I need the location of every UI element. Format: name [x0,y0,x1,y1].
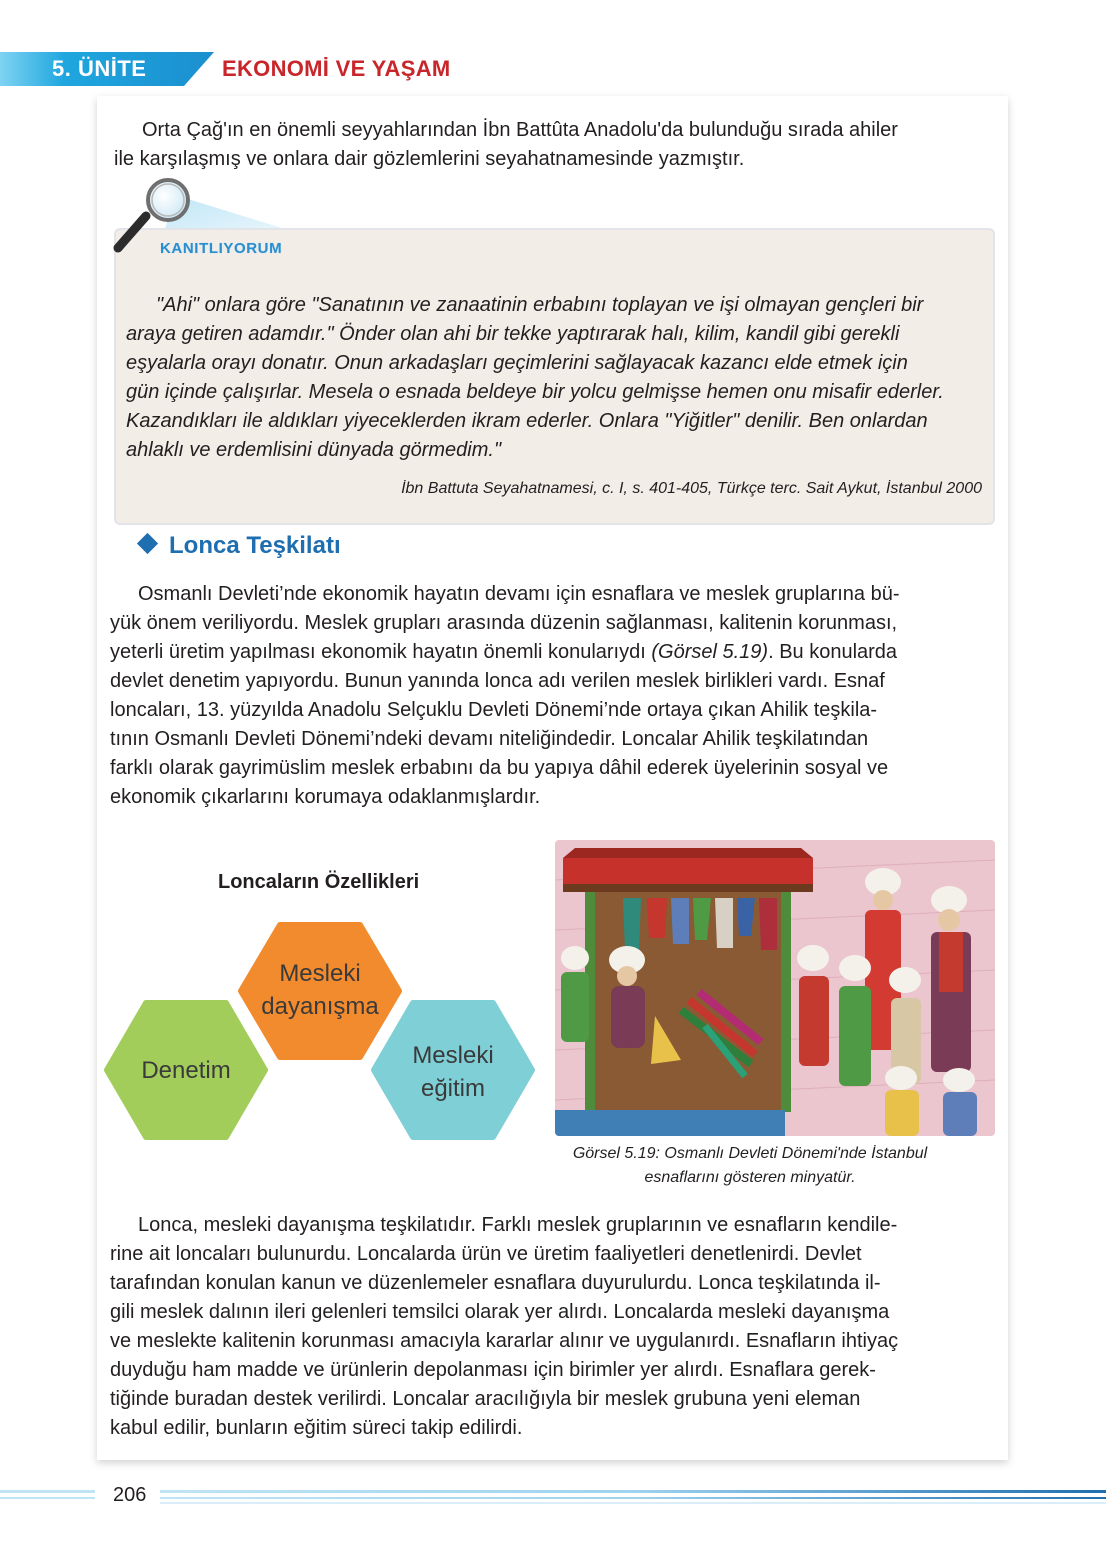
hexagon-label-word: eğitim [420,1075,486,1102]
intro-line: ile karşılaşmış ve onlara dair gözlemlerini seyahatnamesinde yazmıştır. [114,148,745,170]
paragraph-line: Osmanlı Devleti’nde ekonomik hayatın devamı için esnaflara ve meslek gruplarına bü- [138,583,900,605]
paragraph-text: yeterli üretim yapılması ekonomik hayatın önemli konularıydı [110,641,646,663]
features-title: Loncaların Özellikleri [218,871,420,893]
paragraph-line: tının Osmanlı Devleti Dönemi’ndeki devamı niteliğindedir. Loncalar Ahilik teşkilatından [110,728,869,750]
quote-line: araya getiren adamdır." Önder olan ahi bir tekke yaptırarak halı, kilim, kandil gibi gerekli [126,323,900,345]
paragraph-line: duyduğu ham madde ve ürünlerin depolanması için birimler yer alırdı. Esnaflara gerek- [110,1359,876,1381]
paragraph-line: tiğinde buradan destek verilirdi. Loncalar aracılığıyla bir meslek grubuna yeni eleman [110,1388,861,1410]
quote-line: eşyalarla orayı donatır. Onun arkadaşları geçimlerini sağlayacak kazancı elde etmek için [126,352,908,374]
caption-line: esnaflarını gösteren minyatür. [644,1169,856,1186]
lonca-paragraph [110,580,990,812]
quote-line: gün içinde çalışırlar. Mesela o esnada beldeye bir yolcu gelmişse hemen onu misafir ederler. [126,381,944,403]
paragraph-line: ve meslekte kalitenin korunması amacıyla kararlar alınır ve uygulanırdı. Esnafların ihtiyaç [110,1330,899,1352]
evidence-source: İbn Battuta Seyahatnamesi, c. I, s. 401-405, Türkçe terc. Sait Aykut, İstanbul 2000 [401,480,982,497]
intro-paragraph [114,116,994,174]
paragraph-line: devlet denetim yapıyordu. Bunun yanında lonca adı verilen meslek birlikleri vardı. Esnaf [110,670,885,692]
paragraph-line: Lonca, mesleki dayanışma teşkilatıdır. Farklı meslek gruplarının ve esnafların kendile- [138,1214,898,1236]
footer-rule [0,1488,1106,1508]
section-title: Lonca Teşkilatı [169,532,341,559]
paragraph-line: rine ait loncaları bulunurdu. Loncalarda ürün ve üretim faaliyetleri denetlenirdi. Devlet [110,1243,862,1265]
paragraph-line: farklı olarak gayrimüslim meslek erbabını da bu yapıya dâhil ederek üyelerinin sosyal ve [110,757,889,779]
intro-line: Orta Çağ'ın en önemli seyyahlarından İbn Battûta Anadolu'da bulunduğu sırada ahiler [142,119,898,141]
paragraph-line: yük önem veriliyordu. Meslek grupları arasında düzenin sağlanması, kalitenin korunması, [110,612,898,634]
unit-label: 5. ÜNİTE [52,56,147,81]
figure-caption [552,1142,948,1190]
paragraph-line [110,638,990,667]
hexagon-label-word: Mesleki [412,1042,494,1069]
quote-line: Kazandıkları ile aldıkları yiyeceklerden ikram ederler. Onlara "Yiğitler" denilir. Ben onlardan [126,410,928,432]
diamond-bullet-icon [137,533,158,554]
lonca-paragraph-2 [110,1211,990,1443]
paragraph-line: gili meslek dalının ileri gelenleri temsilci olarak yer alırdı. Loncalarda mesleki dayanışma [110,1301,890,1323]
paragraph-line: ekonomik çıkarlarını korumaya odaklanmışlardır. [110,786,541,808]
paragraph-line: tarafından konulan kanun ve düzenlemeler esnaflara duyurulurdu. Lonca teşkilatında il- [110,1272,881,1294]
caption-line: Görsel 5.19: Osmanlı Devleti Dönemi'nde İstanbul [572,1145,928,1162]
miniature-illustration [555,840,995,1136]
hexagon-label [378,1039,528,1105]
quote-line: ahlaklı ve erdemlisini dünyada görmedim." [126,439,502,461]
hexagon-label-word: dayanışma [261,993,379,1020]
paragraph-line: loncaları, 13. yüzyılda Anadolu Selçuklu Devleti Dönemi’nde ortaya çıkan Ahilik teşkila- [110,699,878,721]
unit-title: EKONOMİ VE YAŞAM [222,56,451,81]
hexagon-label-word: Mesleki [279,960,361,987]
evidence-title: KANITLIYORUM [160,240,283,257]
evidence-quote [126,291,982,465]
hexagon-label: Denetim [141,1057,231,1084]
quote-line: "Ahi" onlara göre "Sanatının ve zanaatinin erbabını toplayan ve işi olmayan gençleri bir [156,294,924,316]
paragraph-line: kabul edilir, bunların eğitim süreci takip edilirdi. [110,1417,523,1439]
section-heading [140,532,341,560]
paragraph-text: . Bu konularda [768,641,898,663]
page-number: 206 [113,1484,147,1506]
figure-reference: (Görsel 5.19) [651,641,769,663]
